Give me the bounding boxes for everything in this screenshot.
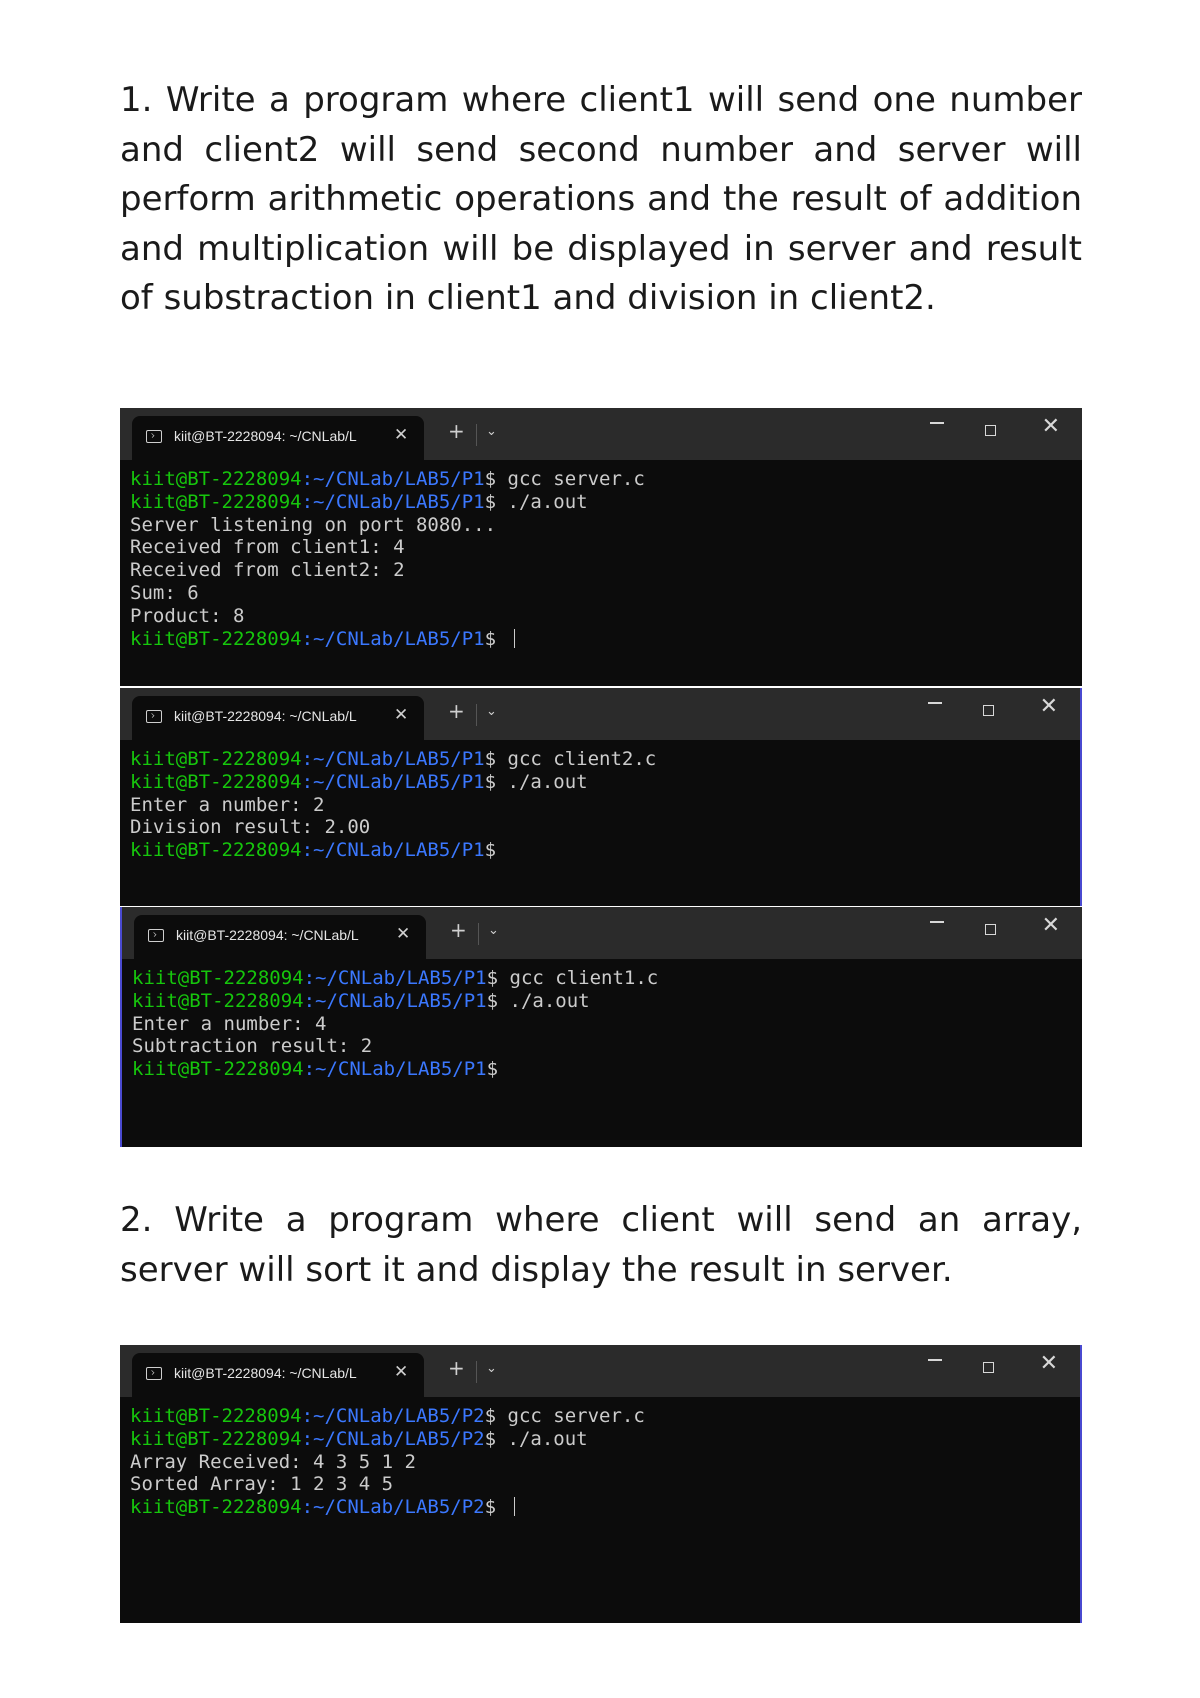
terminal-output[interactable] bbox=[120, 460, 1082, 650]
close-icon[interactable]: ✕ bbox=[394, 705, 409, 725]
question-1: 1. Write a program where client1 will send one number and client2 will send second number and server will perform arithmetic operations and the result of addition and multiplication will be displayed in server and result of substraction in client1 and division in client2. bbox=[120, 80, 1082, 318]
maximize-icon[interactable] bbox=[983, 1362, 994, 1373]
terminal-line bbox=[132, 1058, 1072, 1081]
terminal-output[interactable] bbox=[120, 1397, 1080, 1519]
prompt-user: kiit@BT-2228094 bbox=[130, 770, 302, 793]
terminal-icon bbox=[146, 430, 162, 443]
command-text: $ gcc server.c bbox=[484, 468, 645, 490]
terminal-line bbox=[130, 491, 1072, 514]
minimize-icon[interactable] bbox=[928, 1359, 942, 1361]
tab-separator bbox=[476, 424, 477, 446]
tab-separator bbox=[476, 1361, 477, 1383]
prompt-path: :~/CNLab/LAB5/P2 bbox=[301, 1427, 485, 1450]
prompt-user: kiit@BT-2228094 bbox=[130, 748, 302, 770]
maximize-icon[interactable] bbox=[985, 924, 996, 935]
command-text: $ ./a.out bbox=[484, 1427, 588, 1450]
terminal-tab[interactable] bbox=[134, 915, 426, 959]
terminal-line: Sorted Array: 1 2 3 4 5 bbox=[130, 1473, 394, 1496]
prompt-path: :~/CNLab/LAB5/P1 bbox=[303, 989, 487, 1012]
chevron-down-icon[interactable]: ⌄ bbox=[486, 424, 497, 439]
maximize-icon[interactable] bbox=[983, 705, 994, 716]
terminal-window-server-p1[interactable] bbox=[120, 408, 1082, 686]
terminal-icon bbox=[146, 710, 162, 723]
command-text: $ bbox=[484, 839, 497, 862]
terminal-line bbox=[130, 1405, 1070, 1428]
terminal-line bbox=[130, 628, 1072, 651]
tab-separator bbox=[476, 704, 477, 726]
prompt-user: kiit@BT-2228094 bbox=[130, 1427, 302, 1450]
terminal-output[interactable] bbox=[120, 740, 1080, 862]
command-text: $ ./a.out bbox=[486, 989, 590, 1012]
prompt-user: kiit@BT-2228094 bbox=[130, 1496, 302, 1519]
maximize-icon[interactable] bbox=[985, 425, 996, 436]
prompt-user: kiit@BT-2228094 bbox=[130, 839, 302, 862]
title-bar bbox=[120, 688, 1080, 740]
prompt-path: :~/CNLab/LAB5/P2 bbox=[301, 1405, 485, 1427]
text-cursor bbox=[514, 629, 516, 648]
prompt-user: kiit@BT-2228094 bbox=[132, 1058, 304, 1081]
title-bar bbox=[120, 408, 1082, 460]
plus-icon[interactable]: + bbox=[448, 419, 465, 443]
title-bar bbox=[120, 1345, 1080, 1397]
tab-title: kiit@BT-2228094: ~/CNLab/L bbox=[176, 927, 359, 943]
close-icon[interactable]: ✕ bbox=[394, 425, 409, 445]
terminal-icon bbox=[148, 929, 164, 942]
terminal-line bbox=[130, 748, 1070, 771]
prompt-path: :~/CNLab/LAB5/P1 bbox=[303, 1058, 487, 1081]
close-icon[interactable]: ✕ bbox=[396, 924, 411, 944]
terminal-line: Received from client1: 4 bbox=[130, 536, 405, 559]
close-icon[interactable]: ✕ bbox=[1041, 913, 1060, 938]
prompt-path: :~/CNLab/LAB5/P1 bbox=[301, 770, 485, 793]
terminal-line bbox=[130, 839, 1070, 862]
plus-icon[interactable]: + bbox=[448, 1356, 465, 1380]
prompt-user: kiit@BT-2228094 bbox=[130, 468, 302, 490]
tab-title: kiit@BT-2228094: ~/CNLab/L bbox=[174, 428, 357, 444]
prompt-path: :~/CNLab/LAB5/P1 bbox=[301, 490, 485, 513]
terminal-line: Server listening on port 8080... bbox=[130, 513, 497, 536]
terminal-line bbox=[130, 771, 1070, 794]
terminal-window-server-p2[interactable] bbox=[120, 1345, 1082, 1623]
plus-icon[interactable]: + bbox=[450, 918, 467, 942]
command-text: $ gcc client1.c bbox=[486, 967, 659, 989]
prompt-path: :~/CNLab/LAB5/P1 bbox=[303, 967, 487, 989]
prompt-path: :~/CNLab/LAB5/P2 bbox=[301, 1496, 485, 1519]
terminal-line bbox=[130, 1428, 1070, 1451]
command-text: $ gcc server.c bbox=[484, 1405, 645, 1427]
command-text: $ ./a.out bbox=[484, 490, 588, 513]
text-cursor bbox=[514, 1497, 516, 1516]
plus-icon[interactable]: + bbox=[448, 699, 465, 723]
prompt-user: kiit@BT-2228094 bbox=[130, 627, 302, 650]
command-text: $ bbox=[484, 1496, 508, 1519]
chevron-down-icon[interactable]: ⌄ bbox=[486, 1361, 497, 1376]
terminal-line: Subtraction result: 2 bbox=[132, 1035, 373, 1058]
prompt-user: kiit@BT-2228094 bbox=[130, 490, 302, 513]
close-icon[interactable]: ✕ bbox=[394, 1362, 409, 1382]
close-icon[interactable]: ✕ bbox=[1041, 414, 1060, 439]
tab-title: kiit@BT-2228094: ~/CNLab/L bbox=[174, 708, 357, 724]
question-2: 2. Write a program where client will send an array, server will sort it and display the result in server. bbox=[120, 1200, 1082, 1290]
terminal-line: Array Received: 4 3 5 1 2 bbox=[130, 1450, 416, 1473]
terminal-line: Product: 8 bbox=[130, 604, 245, 627]
terminal-line: Enter a number: 2 bbox=[130, 793, 325, 816]
minimize-icon[interactable] bbox=[930, 921, 944, 923]
tab-separator bbox=[478, 923, 479, 945]
minimize-icon[interactable] bbox=[928, 702, 942, 704]
terminal-output[interactable] bbox=[122, 959, 1082, 1081]
terminal-line: Division result: 2.00 bbox=[130, 816, 371, 839]
terminal-window-client1-p1[interactable] bbox=[120, 907, 1082, 1147]
command-text: $ bbox=[486, 1058, 499, 1081]
command-text: $ bbox=[484, 627, 508, 650]
terminal-icon bbox=[146, 1367, 162, 1380]
prompt-path: :~/CNLab/LAB5/P1 bbox=[301, 748, 485, 770]
prompt-path: :~/CNLab/LAB5/P1 bbox=[301, 627, 485, 650]
terminal-tab[interactable] bbox=[132, 416, 424, 460]
chevron-down-icon[interactable]: ⌄ bbox=[486, 704, 497, 719]
command-text: $ gcc client2.c bbox=[484, 748, 657, 770]
minimize-icon[interactable] bbox=[930, 422, 944, 424]
close-icon[interactable]: ✕ bbox=[1039, 694, 1058, 719]
terminal-line bbox=[130, 1496, 1070, 1519]
terminal-line: Enter a number: 4 bbox=[132, 1012, 327, 1035]
prompt-user: kiit@BT-2228094 bbox=[130, 1405, 302, 1427]
terminal-tab[interactable] bbox=[132, 696, 424, 740]
prompt-user: kiit@BT-2228094 bbox=[132, 989, 304, 1012]
command-text: $ ./a.out bbox=[484, 770, 588, 793]
terminal-line bbox=[132, 967, 1072, 990]
terminal-line bbox=[130, 468, 1072, 491]
terminal-window-client2-p1[interactable] bbox=[120, 688, 1082, 906]
chevron-down-icon[interactable]: ⌄ bbox=[488, 923, 499, 938]
tab-title: kiit@BT-2228094: ~/CNLab/L bbox=[174, 1365, 357, 1381]
prompt-user: kiit@BT-2228094 bbox=[132, 967, 304, 989]
prompt-path: :~/CNLab/LAB5/P1 bbox=[301, 468, 485, 490]
prompt-path: :~/CNLab/LAB5/P1 bbox=[301, 839, 485, 862]
close-icon[interactable]: ✕ bbox=[1039, 1351, 1058, 1376]
terminal-line: Received from client2: 2 bbox=[130, 559, 405, 582]
terminal-line bbox=[132, 990, 1072, 1013]
terminal-line: Sum: 6 bbox=[130, 581, 199, 604]
title-bar bbox=[122, 907, 1082, 959]
terminal-tab[interactable] bbox=[132, 1353, 424, 1397]
